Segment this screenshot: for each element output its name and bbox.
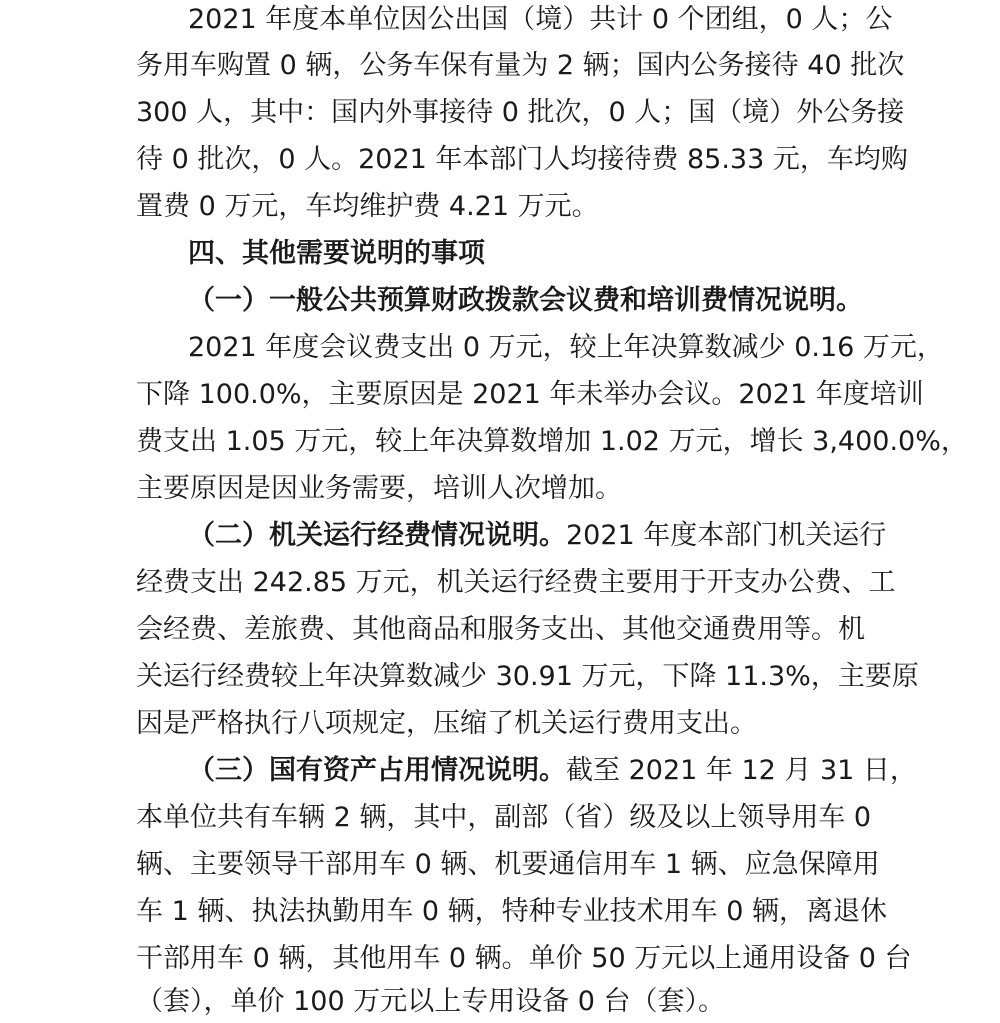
- text-line: 主要原因是因业务需要，培训人次增加。: [136, 473, 622, 504]
- text-line: 因是严格执行八项规定，压缩了机关运行费用支出。: [136, 708, 757, 739]
- text-line: 2021 年度本单位因公出国（境）共计 0 个团组，0 人；公: [188, 4, 893, 35]
- text-line: 关运行经费较上年决算数减少 30.91 万元，下降 11.3%，主要原: [136, 661, 919, 692]
- text-line-with-heading: [188, 519, 886, 553]
- text-line: 务用车购置 0 辆，公务车保有量为 2 辆；国内公务接待 40 批次: [136, 50, 905, 81]
- inline-text: 2021 年度本部门机关运行: [566, 520, 887, 551]
- subsection-heading: （一）一般公共预算财政拨款会议费和培训费情况说明。: [188, 285, 863, 316]
- text-line: 下降 100.0%，主要原因是 2021 年未举办会议。2021 年度培训: [136, 379, 924, 410]
- text-line: 待 0 批次，0 人。2021 年本部门人均接待费 85.33 元，车均购: [136, 144, 908, 175]
- text-line: 车 1 辆、执法执勤用车 0 辆，特种专业技术用车 0 辆，离退休: [136, 896, 888, 927]
- text-line: 300 人，其中：国内外事接待 0 批次，0 人；国（境）外公务接: [136, 97, 905, 128]
- text-line: （套），单价 100 万元以上专用设备 0 台（套）。: [136, 986, 726, 1017]
- text-line: 辆、主要领导干部用车 0 辆、机要通信用车 1 辆、应急保障用: [136, 849, 880, 880]
- text-line: 经费支出 242.85 万元，机关运行经费主要用于开支办公费、工: [136, 567, 896, 598]
- text-line-with-heading: [188, 754, 917, 788]
- text-line: 置费 0 万元，车均维护费 4.21 万元。: [136, 191, 599, 222]
- text-line: 费支出 1.05 万元，较上年决算数增加 1.02 万元，增长 3,400.0%，: [136, 426, 968, 457]
- text-line: 干部用车 0 辆，其他用车 0 辆。单价 50 万元以上通用设备 0 台: [136, 943, 912, 974]
- section-heading: 四、其他需要说明的事项: [188, 238, 485, 269]
- subsection-heading: （二）机关运行经费情况说明。: [188, 520, 566, 551]
- text-line: 会经费、差旅费、其他商品和服务支出、其他交通费用等。机: [136, 614, 865, 645]
- subsection-heading: （三）国有资产占用情况说明。: [188, 755, 566, 786]
- text-line: 本单位共有车辆 2 辆，其中，副部（省）级及以上领导用车 0: [136, 802, 872, 833]
- inline-text: 截至 2021 年 12 月 31 日，: [566, 755, 917, 786]
- text-line: 2021 年度会议费支出 0 万元，较上年决算数减少 0.16 万元，: [188, 332, 944, 363]
